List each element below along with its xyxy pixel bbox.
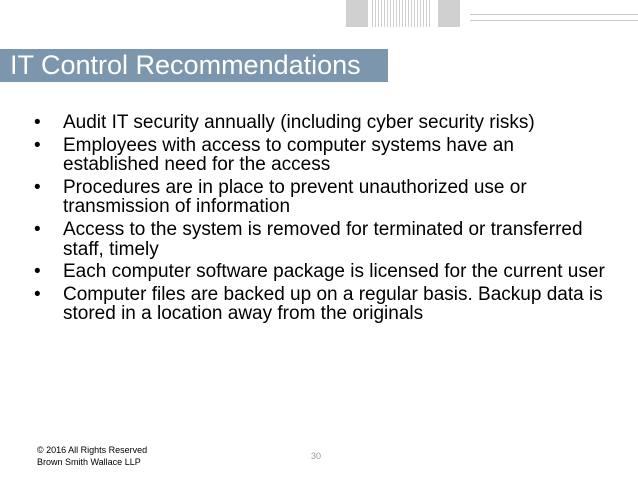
bullet-marker: • (34, 283, 41, 305)
bullet-item (34, 285, 614, 324)
bullet-item (34, 178, 614, 217)
header-decoration-block (438, 0, 460, 27)
header-decoration-line (470, 14, 638, 15)
bullet-marker: • (34, 261, 41, 283)
bullet-marker: • (34, 134, 41, 156)
bullet-item (34, 113, 614, 133)
header-decoration-line (470, 20, 638, 21)
bullet-marker: • (34, 112, 41, 133)
bullet-text: Computer files are backed up on a regular basis. Backup data is stored in a location away from the originals (63, 283, 603, 325)
bullet-text: Procedures are in place to prevent unauthorized use or transmission of information (63, 176, 527, 218)
bullet-text: Audit IT security annually (including cyber security risks) (63, 112, 535, 133)
footer (37, 445, 147, 468)
bullet-marker: • (34, 176, 41, 198)
header-decoration-block (346, 0, 368, 27)
footer-company: Brown Smith Wallace LLP (37, 456, 141, 467)
bullet-item (34, 136, 614, 175)
bullet-item (34, 220, 614, 259)
bullet-text: Each computer software package is licensed for the current user (63, 261, 605, 283)
slide-title: IT Control Recommendations (10, 50, 361, 80)
bullet-marker: • (34, 219, 41, 241)
bullet-list (34, 113, 614, 327)
footer-copyright: © 2016 All Rights Reserved (37, 445, 148, 455)
bullet-item (34, 262, 614, 282)
bullet-text: Access to the system is removed for terminated or transferred staff, timely (63, 219, 583, 260)
header-decoration-hatch (372, 0, 432, 27)
bullet-text: Employees with access to computer systems have an established need for the access (63, 134, 514, 176)
page-number: 30 (311, 451, 322, 461)
